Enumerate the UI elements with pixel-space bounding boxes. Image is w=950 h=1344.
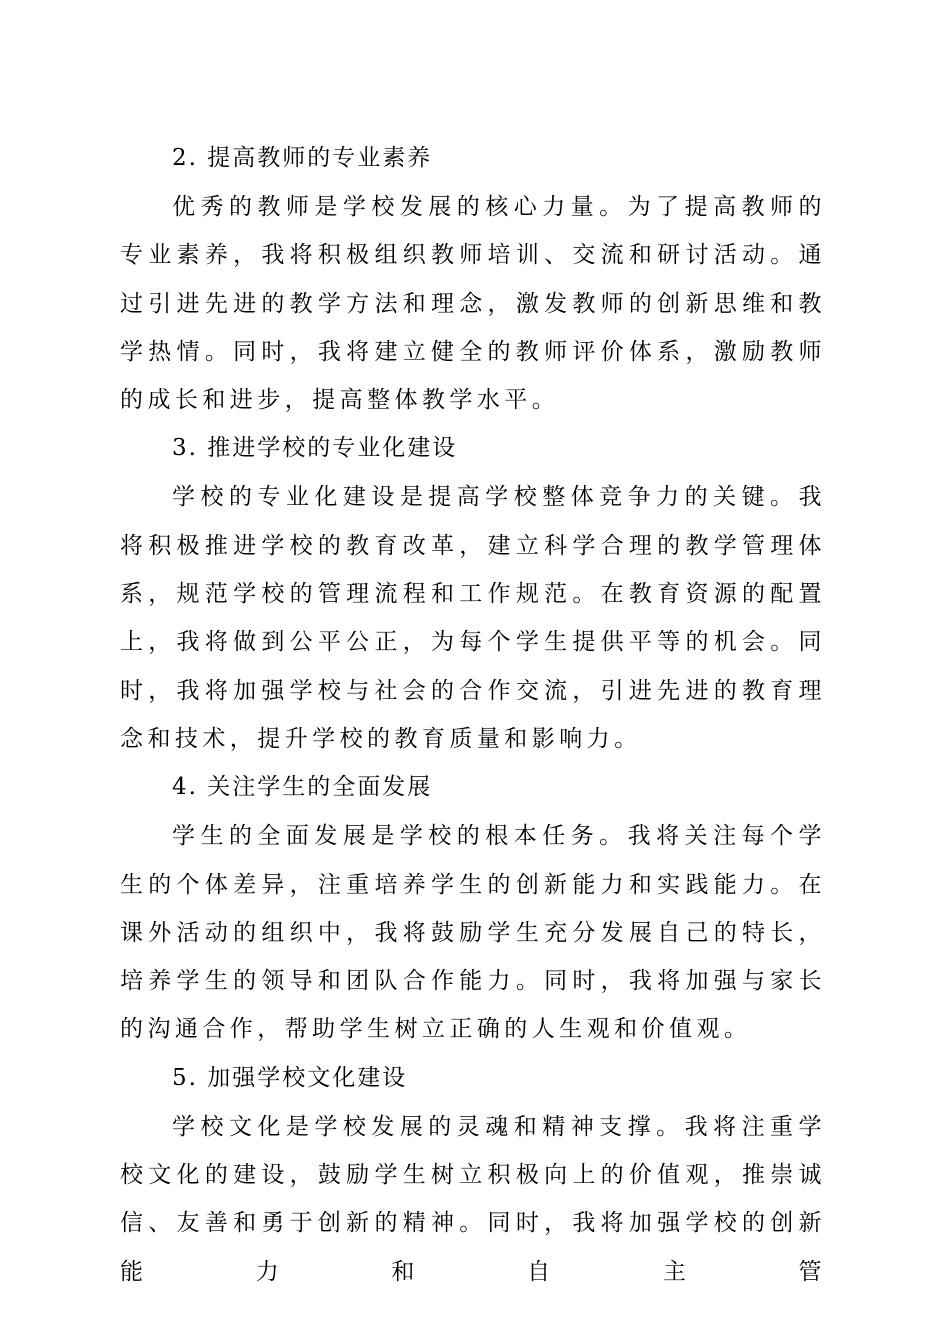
text-line: 导和团队合作能力。同时，我将加强与家长的沟通合作，帮助 <box>120 968 826 1043</box>
section-heading-4: 4. 关注学生的全面发展 <box>172 774 433 801</box>
text-line: 教育质量和影响力。 <box>394 725 642 752</box>
paragraph-teacher-quality <box>120 183 826 424</box>
text-line: 的组织中，我将鼓励学生充分发展自己的特长，培养学生的领 <box>120 919 826 995</box>
text-line: 与社会的合作交流，引进先进的教育理念和技术，提升学校的 <box>120 677 826 752</box>
text-line: 我将建立健全的教师评价体系，激励教师的成长和进步，提高 <box>120 338 826 414</box>
document-body <box>120 134 826 1296</box>
text-line: 素养，我将积极组织教师培训、交流和研讨活动。通过引进先 <box>120 242 826 317</box>
text-line: 学校的管理流程和工作规范。在教育资源的配置上，我将做到 <box>120 581 826 656</box>
text-line: 学校文化是学校发展的灵魂和精神支撑。我将注重学校文 <box>120 1113 826 1189</box>
text-line: 学生的全面发展是学校的根本任务。我将关注每个学生的 <box>120 823 826 898</box>
text-line: 个体差异，注重培养学生的创新能力和实践能力。在课外活动 <box>120 871 826 946</box>
text-line: 化的建设，鼓励学生树立积极向上的价值观，推崇诚信、友善 <box>120 1162 826 1237</box>
paragraph-school-professionalization <box>120 473 826 763</box>
paragraph-school-culture <box>120 1103 826 1296</box>
section-heading-3: 3. 推进学校的专业化建设 <box>172 435 458 462</box>
text-line: 公平公正，为每个学生提供平等的机会。同时，我将加强学校 <box>120 629 826 704</box>
text-line: 极推进学校的教育改革，建立科学合理的教学管理体系，规范 <box>120 532 826 608</box>
text-line: 学校的专业化建设是提高学校整体竞争力的关键。我将积 <box>120 484 826 559</box>
paragraph-student-development <box>120 812 826 1053</box>
text-line: 学生树立正确的人生观和价值观。 <box>339 1016 752 1043</box>
section-heading-5: 5. 加强学校文化建设 <box>172 1064 408 1091</box>
text-line: 进的教学方法和理念，激发教师的创新思维和教学热情。同时， <box>120 290 826 365</box>
text-line: 整体教学水平。 <box>367 387 560 414</box>
text-line: 和勇于创新的精神。同时，我将加强学校的创新能力和自主管 <box>120 1210 826 1285</box>
section-heading-2: 2. 提高教师的专业素养 <box>172 145 433 171</box>
text-line: 优秀的教师是学校发展的核心力量。为了提高教师的专业 <box>120 194 826 269</box>
